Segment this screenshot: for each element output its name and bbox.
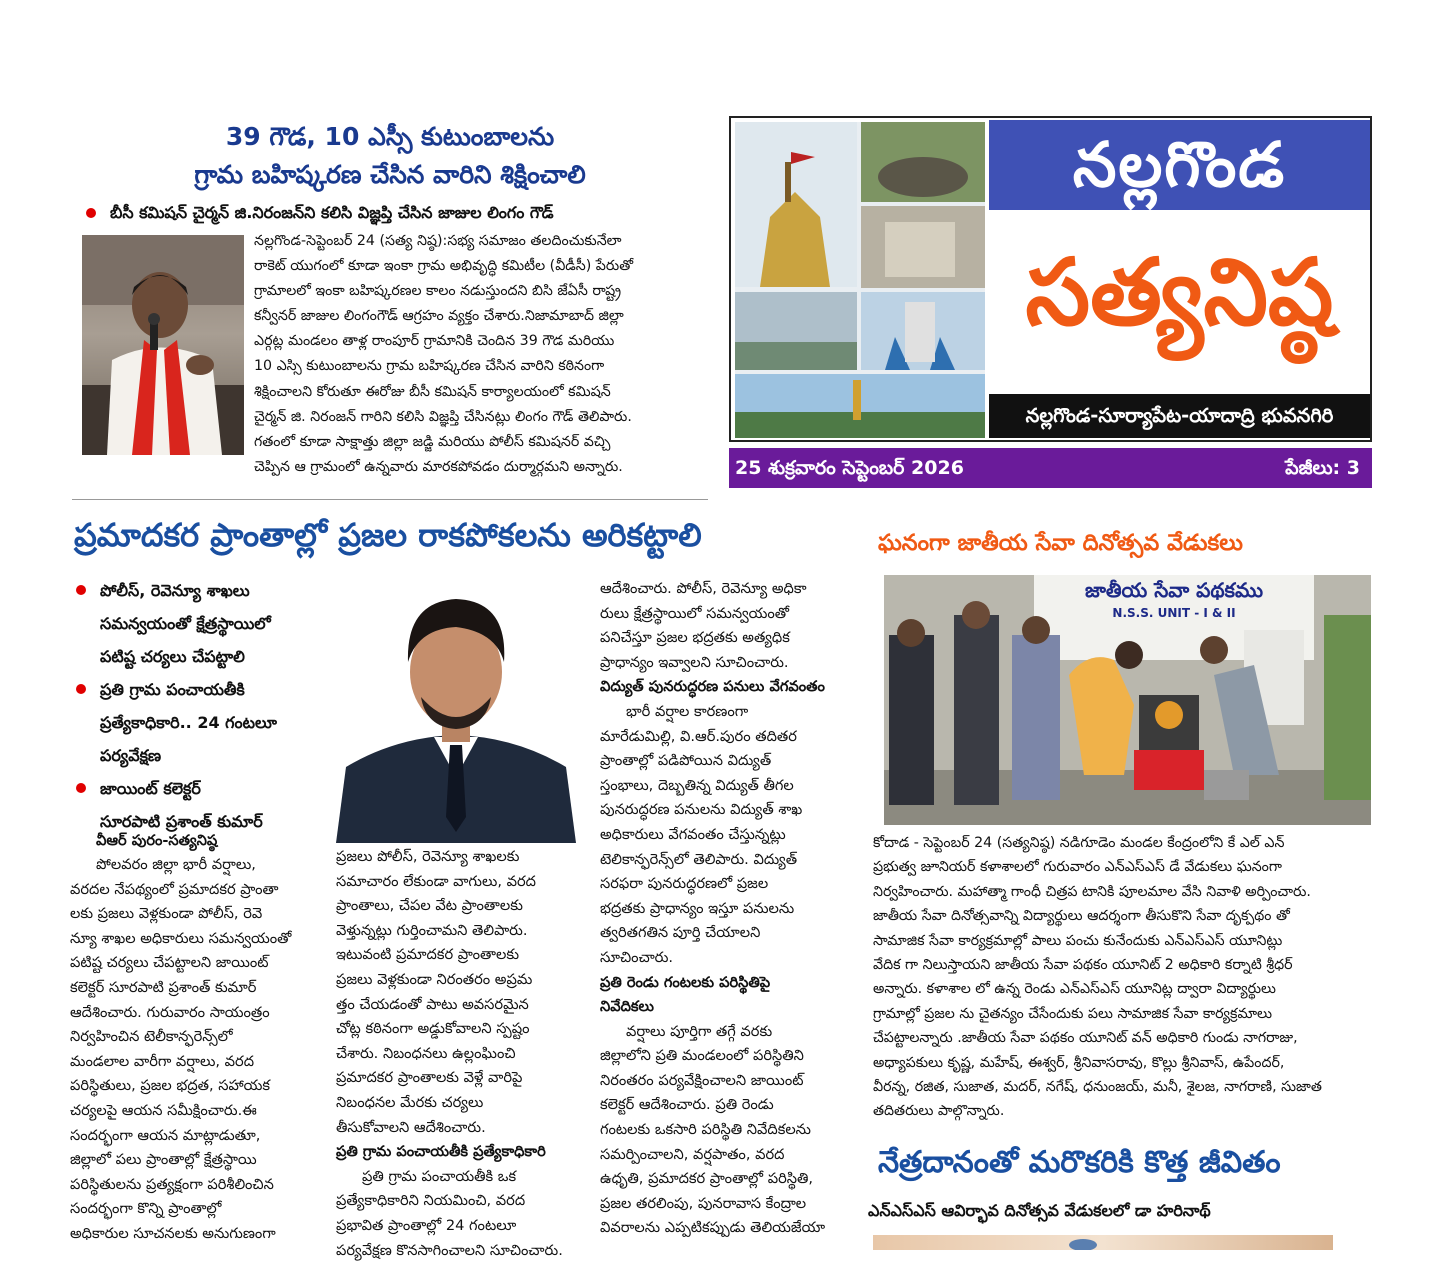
story2-line: ప్రమాదకర ప్రాంతాలకు వెళ్లే వారిపై — [336, 1066, 580, 1091]
story2-line: స్తంభాలు, దెబ్బతిన్న విద్యుత్ తీగల — [600, 774, 846, 799]
story2-line: రులు క్షేత్రస్థాయిలో సమన్వయంతో — [600, 602, 846, 627]
nss-banner-line1: జాతీయ సేవా పథకము — [1034, 575, 1314, 605]
story2-line: చేశారు. నిబంధనలు ఉల్లంఘించి — [336, 1042, 580, 1067]
story1-line: 10 ఎస్సి కుటుంబాలను గ్రామ బహిష్కరణ చేసిన వారిని కఠినంగా — [254, 354, 702, 379]
story2-column-2 — [336, 845, 580, 1263]
story3-line: సామాజిక సేవా కార్యక్రమాల్లో పాలు పంచు కునేందుకు ఎన్ఎస్ఎస్ యూనిట్లు — [873, 929, 1381, 953]
masthead-title-top: నల్లగొండ — [1073, 128, 1286, 201]
story1-line: గతంలో కూడా సాక్షాత్తు జిల్లా జడ్జి మరియు పోలీస్ కమిషనర్ వచ్చి — [254, 430, 702, 455]
story2-column-3 — [600, 577, 846, 1241]
story2-bullet-line: సూరపాటి ప్రశాంత్ కుమార్ — [100, 805, 263, 838]
story2-column-1 — [70, 853, 316, 1247]
speaker-illustration — [82, 235, 244, 455]
story2-line: ప్రాధాన్యం ఇవ్వాలని సూచించారు. — [600, 651, 846, 676]
story2-bullet-line: జాయింట్ కలెక్టర్ — [100, 772, 263, 805]
nss-banner — [1034, 575, 1314, 635]
dateline-bar — [729, 448, 1372, 488]
story1-bullet — [86, 199, 706, 227]
story2-line: త్వరితగతిన పూర్తి చేయాలని — [600, 921, 846, 946]
eye-donation-illustration — [873, 1235, 1333, 1250]
story2-line: పరిస్థితులు, ప్రజల భద్రత, సహాయక — [70, 1074, 316, 1099]
story2-bullet-line: ప్రత్యేకాధికారి.. 24 గంటలూ — [100, 706, 277, 739]
masthead-title-main: సత్యనిష్ఠ — [989, 228, 1370, 358]
story2-line: అధికారుల సూచనలకు అనుగుణంగా — [70, 1222, 316, 1247]
story2-line: చర్యలపై ఆయన సమీక్షించారు.ఈ — [70, 1099, 316, 1124]
page-number: పేజీలు: 3 — [1285, 448, 1360, 488]
story2-line: ప్రతి గ్రామ పంచాయతీకి ఒక — [336, 1165, 580, 1190]
story2-line: కలెక్టర్ ఆదేశించారు. ప్రతి రెండు — [600, 1093, 846, 1118]
story4-headline: నేత్రదానంతో మరొకరికి కొత్త జీవితం — [878, 1140, 1281, 1186]
story1-line: రాకెట్ యుగంలో కూడా ఇంకా గ్రామ అభివృద్ధి కమిటీల (వీడీసీ) పేరుతో — [254, 254, 702, 279]
story1-photo-speaker — [82, 235, 244, 455]
story1-body — [254, 229, 702, 480]
story2-line: వర్షాలు పూర్తిగా తగ్గే వరకు — [600, 1020, 846, 1045]
story3-line: గ్రామాల్లో ప్రజల ను చైతన్యం చేసేందుకు పలు సామాజిక సేవా కార్యక్రమాలు — [873, 1002, 1381, 1026]
temple-collage — [735, 122, 985, 438]
story2-line: వరదల నేపథ్యంలో ప్రమాదకర ప్రాంతా — [70, 878, 316, 903]
story2-line: ప్రభావిత ప్రాంతాల్లో 24 గంటలూ — [336, 1214, 580, 1239]
story3-headline: ఘనంగా జాతీయ సేవా దినోత్సవ వేడుకలు — [878, 526, 1243, 560]
story2-line: ఆదేశించారు. గురువారం సాయంత్రం — [70, 1001, 316, 1026]
story2-line: నిబంధనల మేరకు చర్యలు — [336, 1091, 580, 1116]
story2-line: వెళ్తున్నట్లు గుర్తించామని తెలిపారు. — [336, 919, 580, 944]
story3-line: నిర్వహించారు. మహాత్మా గాంధీ చిత్రప టానికి పూలమాల వేసి నివాళి అర్పించారు. — [873, 880, 1381, 904]
story2-bullet-line: పటిష్ట చర్యలు చేపట్టాలి — [100, 640, 271, 673]
story2-line: ఆదేశించారు. పోలీస్, రెవెన్యూ అధికా — [600, 577, 846, 602]
story2-line: పర్యవేక్షణ కొనసాగించాలని సూచించారు. — [336, 1239, 580, 1263]
story2-line: లకు ప్రజలు వెళ్లకుండా పోలీస్, రెవె — [70, 902, 316, 927]
masthead — [729, 116, 1372, 442]
bullet-dot — [76, 684, 86, 694]
story2-bullet-line: సమన్వయంతో క్షేత్రస్థాయిలో — [100, 607, 271, 640]
story1-headline-line2: గ్రామ బహిష్కరణ చేసిన వారిని శిక్షించాలి — [75, 156, 705, 194]
story4-photo-partial — [873, 1235, 1333, 1250]
story2-line: నిరంతరం పర్యవేక్షించాలని జాయింట్ — [600, 1069, 846, 1094]
story2-subhead: నివేదికలు — [600, 995, 846, 1020]
story2-line: పనిచేస్తూ ప్రజల భద్రతకు అత్యధిక — [600, 626, 846, 651]
story3-line: కోదాడ - సెప్టెంబర్ 24 (సత్యనిష్ఠ) నడిగూడెం మండల కేంద్రంలోని కే ఎల్ ఎన్ — [873, 831, 1381, 855]
story1-line: చెప్పిన ఆ గ్రామంలో ఉన్నవారు మారకపోవడం దుర్మార్గమని అన్నారు. — [254, 455, 702, 480]
story2-dateline: వీఆర్ పురం-సత్యనిష్ఠ — [96, 829, 217, 853]
story2-line: ప్రజల తరలింపు, పునరావాస కేంద్రాల — [600, 1192, 846, 1217]
story2-headline: ప్రమాదకర ప్రాంతాల్లో ప్రజల రాకపోకలను అరికట్టాలి — [74, 512, 844, 558]
story4-subhead: ఎన్ఎస్ఎస్ ఆవిర్భావ దినోత్సవ వేడుకలలో డా హరినాథ్ — [868, 1197, 1211, 1225]
story2-subhead: విద్యుత్ పునరుద్ధరణ పనులు వేగవంతం — [600, 675, 846, 700]
story2-bullet — [76, 574, 326, 673]
story2-line: ప్రాంతాల్లో పడిపోయిన విద్యుత్ — [600, 749, 846, 774]
masthead-title-bar — [989, 120, 1370, 210]
story2-line: చోట్ల కఠినంగా అడ్డుకోవాలని స్పష్టం — [336, 1017, 580, 1042]
story2-line: టెలికాన్ఫరెన్స్‌లో తెలిపారు. విద్యుత్ — [600, 848, 846, 873]
story2-line: ప్రత్యేకాధికారిని నియమించి, వరద — [336, 1189, 580, 1214]
story3-body — [873, 831, 1381, 1124]
story1-line: ఎర్గట్ల మండలం తాళ్ల రాంపూర్ గ్రామానికి చెందిన 39 గౌడ మరియు — [254, 329, 702, 354]
story1-headline — [75, 118, 705, 194]
story1-line: గ్రామాలలో ఇంకా బహిష్కరణల కాలం నడుస్తుందని బిసి జేఏసీ రాష్ట్ర — [254, 279, 702, 304]
story2-line: ప్రాంతాలు, చేపల వేట ప్రాంతాలకు — [336, 894, 580, 919]
story1-headline-line1: 39 గౌడ, 10 ఎస్సీ కుటుంబాలను — [75, 118, 705, 156]
bullet-dot — [86, 208, 96, 218]
collector-portrait — [336, 577, 576, 843]
story2-line: సందర్భంగా ఆయన మాట్లాడుతూ, — [70, 1124, 316, 1149]
story2-line: కలెక్టర్ సూరపాటి ప్రశాంత్ కుమార్ — [70, 976, 316, 1001]
story3-line: జాతీయ సేవా దినోత్సవాన్ని విద్యార్థులు ఆదర్శంగా తీసుకొని సేవా దృక్పథం తో — [873, 904, 1381, 928]
story2-line: వివరాలను ఎప్పటికప్పుడు తెలియజేయా — [600, 1216, 846, 1241]
story2-line: ఇటువంటి ప్రమాదకర ప్రాంతాలకు — [336, 943, 580, 968]
story2-line: పోలవరం జిల్లా భారీ వర్షాలు, — [70, 853, 316, 878]
story2-line: గంటలకు ఒకసారి పరిస్థితి నివేదికలను — [600, 1118, 846, 1143]
story2-bullet-line: పోలీస్, రెవెన్యూ శాఖలు — [100, 574, 271, 607]
story3-line: అధ్యాపకులు కృష్ణ, మహేష్, ఈశ్వర్, శ్రీనివాసరావు, కొల్లు శ్రీనివాస్, ఉపేందర్, — [873, 1051, 1381, 1075]
story2-bullets — [76, 574, 326, 838]
story2-line: న్యూ శాఖల అధికారులు సమన్వయంతో — [70, 927, 316, 952]
story2-line: సరఫరా పునరుద్ధరణలో ప్రజల — [600, 872, 846, 897]
story2-line: తీసుకోవాలని ఆదేశించారు. — [336, 1116, 580, 1141]
story2-line: నిర్వహించిన టెలీకాన్ఫరెన్స్‌లో — [70, 1025, 316, 1050]
story2-subhead: ప్రతి రెండు గంటలకు పరిస్థితిపై — [600, 971, 846, 996]
story2-line: ఉధృతి, ప్రమాదకర ప్రాంతాల్లో పరిస్థితి, — [600, 1167, 846, 1192]
story2-line: త్తం చేయడంతో పాటు అవసరమైన — [336, 993, 580, 1018]
story2-line: సూచించారు. — [600, 946, 846, 971]
story3-line: అన్నారు. కళాశాల లో ఉన్న రెండు ఎన్ఎస్ఎస్ యూనిట్ల ద్వారా విద్యార్థులు — [873, 977, 1381, 1001]
bullet-dot — [76, 585, 86, 595]
story2-line: అధికారులు వేగవంతం చేస్తున్నట్లు — [600, 823, 846, 848]
story3-line: ప్రభుత్వ జూనియర్ కళాశాలలో గురువారం ఎన్ఎస్ఎస్ డే వేడుకలు ఘనంగా — [873, 855, 1381, 879]
story1-line: చైర్మన్ జి. నిరంజన్ గారిని కలిసి విజ్ఞప్తి చేసినట్లు లింగం గౌడ్ తెలిపారు. — [254, 405, 702, 430]
issue-date: 25 శుక్రవారం సెప్టెంబర్ 2026 — [735, 448, 964, 488]
story3-photo-nss-event — [884, 575, 1371, 825]
masthead-tagline: నల్లగొండ-సూర్యాపేట-యాదాద్రి భువనగిరి — [989, 394, 1370, 438]
story2-line: జిల్లాలోని ప్రతి మండలంలో పరిస్థితిని — [600, 1044, 846, 1069]
story2-line: జిల్లాలో పలు ప్రాంతాల్లో క్షేత్రస్థాయి — [70, 1148, 316, 1173]
story2-line: పునరుద్ధరణ పనులను విద్యుత్ శాఖ — [600, 798, 846, 823]
section-divider — [72, 499, 708, 500]
story1-line: నల్లగొండ-సెప్టెంబర్ 24 (సత్య నిష్ఠ):సభ్య సమాజం తలదించుకునేలా — [254, 229, 702, 254]
story2-line: ప్రజలు వెళ్లకుండా నిరంతరం అప్రమ — [336, 968, 580, 993]
story2-bullet — [76, 673, 326, 772]
story2-line: సమర్పించాలని, వర్షపాతం, వరద — [600, 1143, 846, 1168]
story3-line: తదితరులు పాల్గొన్నారు. — [873, 1099, 1381, 1123]
story2-subhead: ప్రతి గ్రామ పంచాయతీకి ప్రత్యేకాధికారి — [336, 1140, 580, 1165]
story2-line: సమాచారం లేకుండా వాగులు, వరద — [336, 870, 580, 895]
nss-banner-line2: N.S.S. UNIT - I & II — [1034, 605, 1314, 621]
story2-line: మండలాల వారీగా వర్షాలు, వరద — [70, 1050, 316, 1075]
story2-line: భద్రతకు ప్రాధాన్యం ఇస్తూ పనులను — [600, 897, 846, 922]
story2-line: భారీ వర్షాల కారణంగా — [600, 700, 846, 725]
story2-line: ప్రజలు పోలీస్, రెవెన్యూ శాఖలకు — [336, 845, 580, 870]
bullet-dot — [76, 783, 86, 793]
masthead-collage — [735, 122, 985, 438]
story1-line: శిక్షించాలని కోరుతూ ఈరోజు బీసీ కమిషన్ కార్యాలయంలో కమిషన్ — [254, 380, 702, 405]
story1-bullet-text: బీసీ కమిషన్ చైర్మన్ జి.నిరంజన్‌ని కలిసి విజ్ఞప్తి చేసిన జాజుల లింగం గౌడ్ — [110, 199, 554, 227]
story3-line: వీరన్న, రజిత, సుజాత, మదర్, నగేష్, ధనుంజయ్, మనీ, శైలజ, నాగరాణి, సుజాత — [873, 1075, 1381, 1099]
story1-line: కన్వీనర్ జాజుల లింగంగౌడ్ ఆగ్రహం వ్యక్తం చేశారు.నిజామాబాద్ జిల్లా — [254, 304, 702, 329]
story2-line: పటిష్ట చర్యలు చేపట్టాలని జాయింట్ — [70, 951, 316, 976]
story2-line: సందర్భంగా కొన్ని ప్రాంతాల్లో — [70, 1197, 316, 1222]
story2-line: పరిస్థితులను ప్రత్యక్షంగా పరిశీలించిన — [70, 1173, 316, 1198]
story2-bullet-line: పర్యవేక్షణ — [100, 739, 277, 772]
story2-line: మారేడుమిల్లి, వి.ఆర్.పురం తదితర — [600, 725, 846, 750]
story3-line: వేదిక గా నిలుస్తాయని జాతీయ సేవా పథకం యూనిట్ 2 అధికారి కర్నాటి శ్రీధర్ — [873, 953, 1381, 977]
story2-bullet-line: ప్రతి గ్రామ పంచాయతీకి — [100, 673, 277, 706]
story3-line: చేపట్టాలన్నారు .జాతీయ సేవా పథకం యూనిట్ వన్ అధికారి గుండు నాగరాజు, — [873, 1026, 1381, 1050]
story2-photo-collector — [336, 577, 576, 843]
